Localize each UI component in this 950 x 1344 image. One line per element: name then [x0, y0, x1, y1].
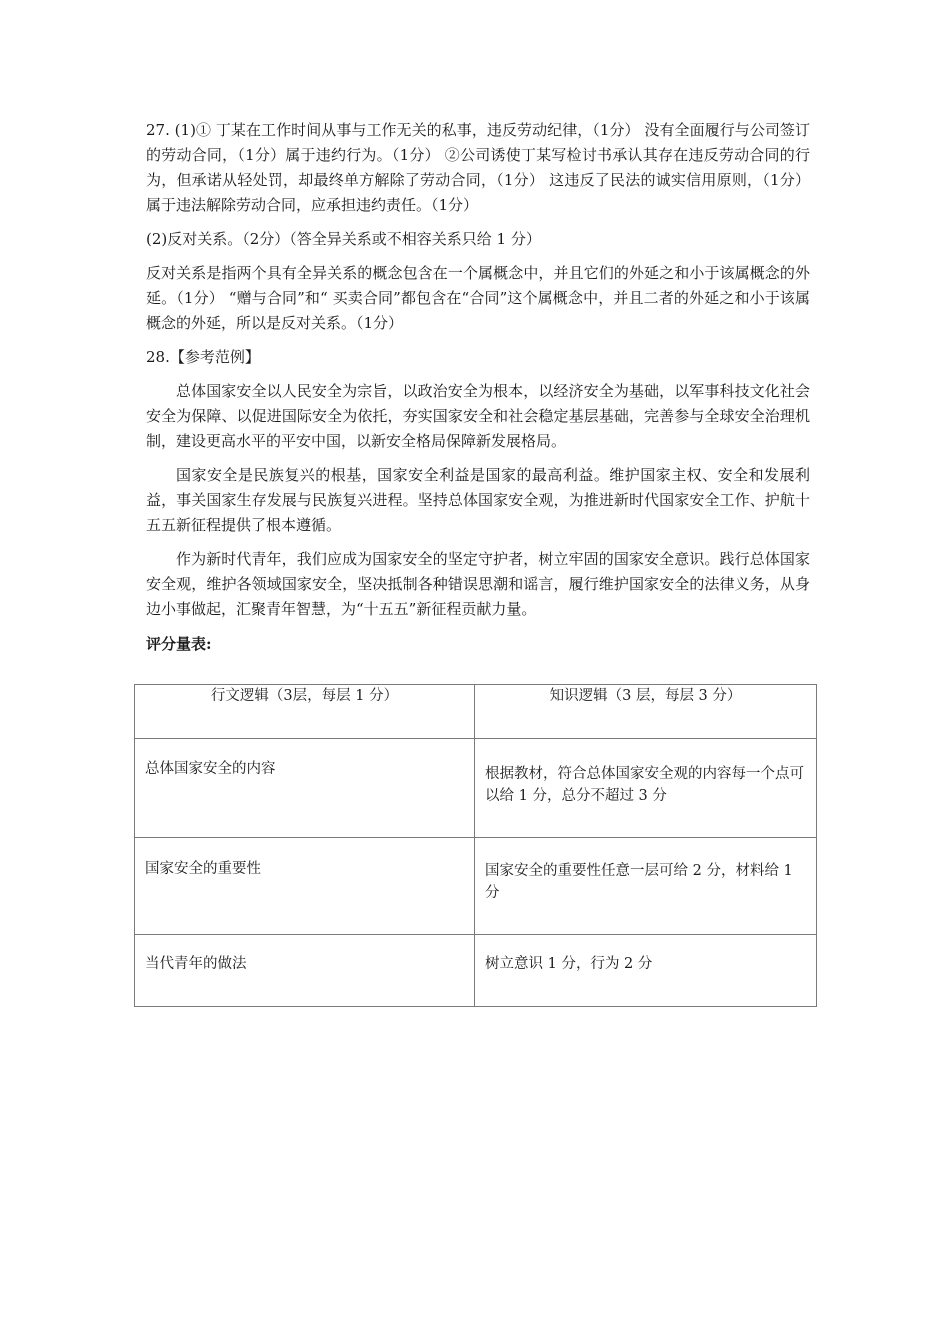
rubric-row-2-item: 国家安全的重要性: [135, 838, 475, 935]
rubric-header-writing-logic: 行文逻辑（3层，每层 1 分）: [135, 685, 475, 739]
answer-content: [146, 118, 810, 666]
table-row: [135, 739, 817, 838]
q27-part2: (2)反对关系。（2分）（答全异关系或不相容关系只给 1 分）: [146, 230, 541, 248]
q27-part2-explanation: 反对关系是指两个具有全异关系的概念包含在一个属概念中，并且它们的外延之和小于该属概念的外延。（1分） “赠与合同”和“ 买卖合同”都包含在“合同”这个属概念中，并且二者的外延之和小于该属概念的外延，所以是反对关系。（1分）: [146, 264, 810, 332]
rubric-header-row: [135, 685, 817, 739]
q28-paragraph-2: 国家安全是民族复兴的根基，国家安全利益是国家的最高利益。维护国家主权、安全和发展利益，事关国家生存发展与民族复兴进程。坚持总体国家安全观，为推进新时代国家安全工作、护航十五五新征程提供了根本遵循。: [146, 466, 810, 534]
q27-part1: 27. (1)① 丁某在工作时间从事与工作无关的私事，违反劳动纪律，（1分） 没有全面履行与公司签订的劳动合同，（1分）属于违约行为。（1分） ②公司诱使丁某写检讨书承认其存在违反劳动合同的行为，但承诺从轻处罚，却最终单方解除了劳动合同，（1分） 这违反了民法的诚实信用原则，（1分） 属于违法解除劳动合同，应承担违约责任。（1分）: [146, 121, 810, 214]
rubric-row-2-criteria: 国家安全的重要性任意一层可给 2 分，材料给 1 分: [475, 838, 817, 935]
q28-paragraph-3: 作为新时代青年，我们应成为国家安全的坚定守护者，树立牢固的国家安全意识。践行总体国家安全观，维护各领域国家安全，坚决抵制各种错误思潮和谣言，履行维护国家安全的法律义务，从身边小事做起，汇聚青年智慧，为“十五五”新征程贡献力量。: [146, 550, 810, 618]
q28-paragraph-1: 总体国家安全以人民安全为宗旨，以政治安全为根本，以经济安全为基础，以军事科技文化社会安全为保障、以促进国际安全为依托，夯实国家安全和社会稳定基层基础，完善参与全球安全治理机制，建设更高水平的平安中国，以新安全格局保障新发展格局。: [146, 382, 810, 450]
rubric-table-wrapper: [134, 684, 816, 1007]
rubric-table: [134, 684, 817, 1007]
rubric-header-knowledge-logic: 知识逻辑（3 层，每层 3 分）: [475, 685, 817, 739]
q28-heading: 28.【参考范例】: [146, 348, 260, 366]
table-row: [135, 935, 817, 1007]
rubric-row-1-item: 总体国家安全的内容: [135, 739, 475, 838]
table-row: [135, 838, 817, 935]
rubric-row-1-criteria: 根据教材，符合总体国家安全观的内容每一个点可以给 1 分，总分不超过 3 分: [475, 739, 817, 838]
rubric-row-3-criteria: 树立意识 1 分，行为 2 分: [475, 935, 817, 1007]
rubric-row-3-item: 当代青年的做法: [135, 935, 475, 1007]
rubric-title: 评分量表:: [146, 635, 212, 653]
